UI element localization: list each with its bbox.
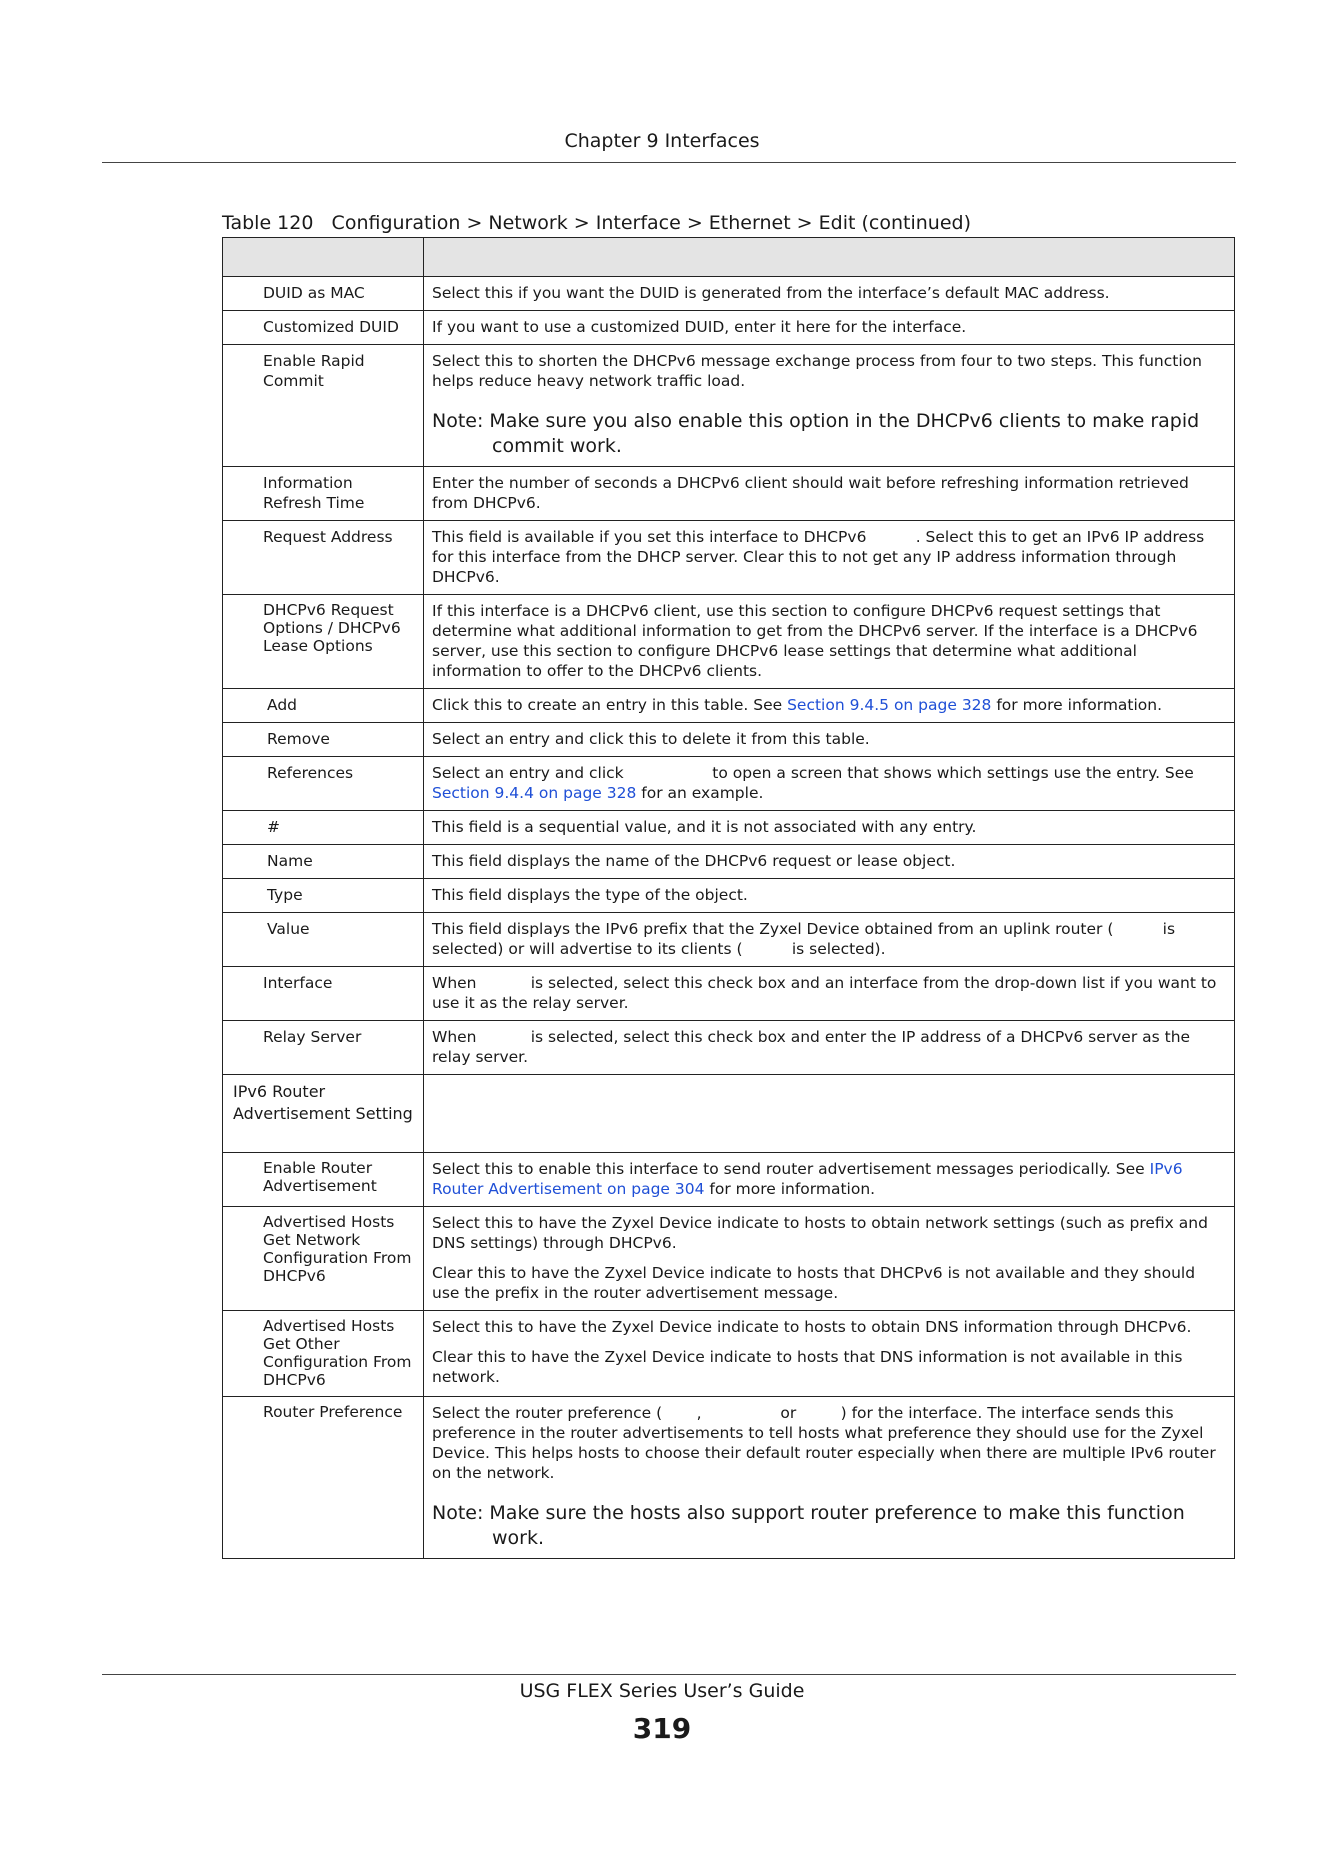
description-text <box>432 1159 1226 1199</box>
table-caption: Table 120 Configuration > Network > Interface > Ethernet > Edit (continued) <box>222 212 971 234</box>
header-cell-description <box>424 238 1235 277</box>
row-label: Advertised Hosts Get Other Configuration From DHCPv6 <box>223 1311 424 1397</box>
page-number: 319 <box>632 1712 692 1745</box>
description-text: When is selected, select this check box and an interface from the drop-down list if you want to use it as the relay server. <box>432 974 1222 1012</box>
description-text: If you want to use a customized DUID, enter it here for the interface. <box>432 318 967 336</box>
description-text <box>432 695 1226 715</box>
row-description <box>424 967 1235 1021</box>
row-description <box>424 277 1235 311</box>
table-row <box>223 1075 1235 1153</box>
table-row <box>223 723 1235 757</box>
description-text: Select this to shorten the DHCPv6 message exchange process from four to two steps. This function helps reduce heavy network traffic load. <box>432 352 1202 390</box>
table-row <box>223 277 1235 311</box>
description-text-pre: Click this to create an entry in this table. See <box>432 696 788 714</box>
table-row <box>223 595 1235 689</box>
row-description <box>424 345 1235 467</box>
row-description <box>424 311 1235 345</box>
row-label: Advertised Hosts Get Network Configuration From DHCPv6 <box>223 1207 424 1311</box>
section-link[interactable]: IPv6 Router Advertisement on page 304 <box>432 1160 1183 1198</box>
row-label: Interface <box>223 967 424 1021</box>
row-description <box>424 1397 1235 1559</box>
description-text: Enter the number of seconds a DHCPv6 client should wait before refreshing information retrieved from DHCPv6. <box>432 474 1189 512</box>
header-cell-label <box>223 238 424 277</box>
row-description <box>424 1207 1235 1311</box>
row-description <box>424 845 1235 879</box>
table-row <box>223 845 1235 879</box>
row-label: Value <box>223 913 424 967</box>
description-text-post: for an example. <box>636 784 764 802</box>
description-text-pre: Select an entry and click to open a screen that shows which settings use the entry. See <box>432 764 1199 782</box>
description-text: This field is available if you set this interface to DHCPv6 . Select this to get an IPv6 IP address for this interface from the DHCP server. Clear this to not get any IP address information through DHCPv6. <box>432 528 1210 586</box>
row-label: DHCPv6 Request Options / DHCPv6 Lease Options <box>223 595 424 689</box>
row-description <box>424 467 1235 521</box>
footer-divider <box>102 1674 1236 1675</box>
description-text: Select an entry and click this to delete it from this table. <box>432 730 870 748</box>
table-row <box>223 879 1235 913</box>
chapter-header: Chapter 9 Interfaces <box>564 130 760 152</box>
description-text: When is selected, select this check box and enter the IP address of a DHCPv6 server as the relay server. <box>432 1028 1196 1066</box>
row-label: Name <box>223 845 424 879</box>
row-label: Request Address <box>223 521 424 595</box>
header-divider <box>102 162 1236 163</box>
table-row <box>223 467 1235 521</box>
table-row <box>223 1021 1235 1075</box>
description-text: This field displays the name of the DHCPv6 request or lease object. <box>432 852 956 870</box>
section-link[interactable]: Section 9.4.5 on page 328 <box>787 696 992 714</box>
description-text-post: for more information. <box>991 696 1163 714</box>
row-description <box>424 913 1235 967</box>
table-row <box>223 1397 1235 1559</box>
description-text <box>432 763 1226 803</box>
description-text: Clear this to have the Zyxel Device indicate to hosts that DNS information is not available in this network. <box>432 1348 1183 1386</box>
row-description <box>424 1021 1235 1075</box>
description-text: This field is a sequential value, and it is not associated with any entry. <box>432 818 977 836</box>
section-link[interactable]: Section 9.4.4 on page 328 <box>432 784 637 802</box>
field-description-table <box>222 237 1235 1559</box>
row-label: Enable Rapid Commit <box>223 345 424 467</box>
row-label: Relay Server <box>223 1021 424 1075</box>
row-description <box>424 595 1235 689</box>
table-row <box>223 345 1235 467</box>
row-label: References <box>223 757 424 811</box>
row-label: Remove <box>223 723 424 757</box>
description-text: Select this to have the Zyxel Device indicate to hosts to obtain DNS information through DHCPv6. <box>432 1318 1192 1336</box>
row-description <box>424 689 1235 723</box>
description-text: This field displays the IPv6 prefix that the Zyxel Device obtained from an uplink router ( is selected) or will advertise to its clients ( is selected). <box>432 920 1180 958</box>
row-label: Enable Router Advertisement <box>223 1153 424 1207</box>
description-text: If this interface is a DHCPv6 client, use this section to configure DHCPv6 request settings that determine what additional information to get from the DHCPv6 server. If the interface is a DHCPv6 server, use this section to configure DHCPv6 lease settings that determine what additional information to offer to the DHCPv6 clients. <box>432 602 1198 680</box>
description-text: Clear this to have the Zyxel Device indicate to hosts that DHCPv6 is not available and they should use the prefix in the router advertisement message. <box>432 1264 1196 1302</box>
row-label: Type <box>223 879 424 913</box>
table-row <box>223 757 1235 811</box>
row-description <box>424 521 1235 595</box>
table-row <box>223 1153 1235 1207</box>
row-description <box>424 1153 1235 1207</box>
row-description <box>424 723 1235 757</box>
guide-title: USG FLEX Series User’s Guide <box>519 1680 805 1702</box>
row-label: Customized DUID <box>223 311 424 345</box>
description-text: This field displays the type of the object. <box>432 886 748 904</box>
row-label: Add <box>223 689 424 723</box>
table-row <box>223 689 1235 723</box>
description-text: Select this to have the Zyxel Device indicate to hosts to obtain network settings (such as prefix and DNS settings) through DHCPv6. <box>432 1214 1208 1252</box>
description-text-post: for more information. <box>704 1180 876 1198</box>
row-label: Router Preference <box>223 1397 424 1559</box>
table-row <box>223 967 1235 1021</box>
table-row <box>223 521 1235 595</box>
section-label: IPv6 Router Advertisement Setting <box>223 1075 424 1153</box>
table-header-row <box>223 238 1235 277</box>
note-text: Note: Make sure you also enable this option in the DHCPv6 clients to make rapid commit work. <box>432 410 1200 457</box>
row-label: DUID as MAC <box>223 277 424 311</box>
row-description <box>424 879 1235 913</box>
table-row <box>223 1207 1235 1311</box>
note-text: Note: Make sure the hosts also support router preference to make this function work. <box>432 1502 1185 1549</box>
table-row <box>223 311 1235 345</box>
row-description <box>424 1311 1235 1397</box>
description-text-pre: Select this to enable this interface to send router advertisement messages periodically. See <box>432 1160 1150 1178</box>
row-label: # <box>223 811 424 845</box>
description-text: Select the router preference ( , or ) for the interface. The interface sends this preference in the router advertisements to tell hosts what preference they should use for the Zyxel Device. This helps hosts to choose their default router especially when there are multiple IPv6 router on the network. <box>432 1404 1221 1482</box>
row-description <box>424 811 1235 845</box>
row-label: Information Refresh Time <box>223 467 424 521</box>
row-description <box>424 757 1235 811</box>
table-row <box>223 913 1235 967</box>
description-text: Select this if you want the DUID is generated from the interface’s default MAC address. <box>432 284 1110 302</box>
table-row <box>223 811 1235 845</box>
table-row <box>223 1311 1235 1397</box>
row-description <box>424 1075 1235 1153</box>
